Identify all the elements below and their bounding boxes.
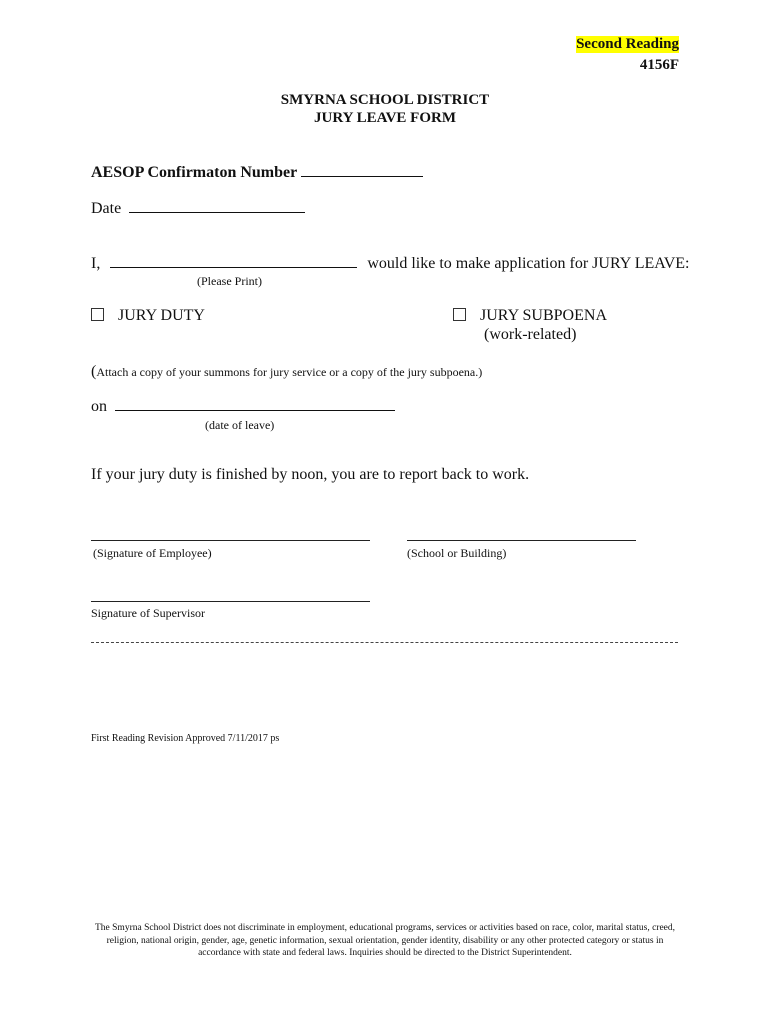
leave-date-input[interactable] (115, 409, 395, 411)
supervisor-signature-label: Signature of Supervisor (91, 606, 205, 620)
leave-date-field (91, 398, 395, 416)
leave-date-hint: (date of leave) (205, 418, 275, 432)
jury-subpoena-sublabel: (work-related) (484, 326, 577, 343)
attach-note-text: Attach a copy of your summons for jury service or a copy of the jury subpoena.) (96, 365, 483, 379)
aesop-input[interactable] (301, 175, 423, 177)
jury-duty-checkbox[interactable] (91, 308, 104, 321)
aesop-field (91, 164, 423, 182)
form-number: 4156F (639, 57, 679, 73)
applicant-suffix: would like to make application for JURY LEAVE: (367, 255, 690, 272)
dashed-separator (91, 642, 678, 643)
supervisor-signature-line[interactable] (91, 601, 370, 602)
revision-note: First Reading Revision Approved 7/11/2017 ps (91, 733, 280, 744)
date-field (91, 200, 305, 218)
form-title: JURY LEAVE FORM (314, 110, 456, 126)
jury-subpoena-option (453, 307, 607, 325)
applicant-prefix: I, (91, 255, 101, 272)
please-print-hint: (Please Print) (197, 274, 262, 288)
on-label: on (91, 398, 107, 415)
district-name: SMYRNA SCHOOL DISTRICT (280, 92, 490, 108)
second-reading-label: Second Reading (576, 36, 679, 52)
attach-note (91, 363, 482, 381)
aesop-label: AESOP Confirmaton Number (91, 164, 297, 181)
date-label: Date (91, 200, 122, 217)
jury-duty-option (91, 307, 205, 325)
jury-duty-label: JURY DUTY (118, 307, 205, 324)
applicant-name-input[interactable] (110, 266, 357, 268)
employee-signature-line[interactable] (91, 540, 370, 541)
employee-signature-label: (Signature of Employee) (93, 546, 212, 560)
jury-subpoena-label: JURY SUBPOENA (480, 307, 607, 324)
school-signature-line[interactable] (407, 540, 636, 541)
date-input[interactable] (129, 211, 305, 213)
non-discrimination-notice: The Smyrna School District does not discriminate in employment, educational programs, services or activities based on race, color, marital status, creed, religion, national origin, gender, age, genetic information, sexual orientation, gender identity, disability or any other protected category or status in accordance with state and federal laws. Inquiries should be directed to the District Superintendent. (95, 923, 676, 958)
attach-note-paren: ( (91, 363, 97, 380)
school-signature-label: (School or Building) (407, 546, 507, 560)
jury-subpoena-checkbox[interactable] (453, 308, 466, 321)
applicant-line (91, 255, 690, 273)
report-back-text: If your jury duty is finished by noon, you are to report back to work. (91, 466, 530, 483)
